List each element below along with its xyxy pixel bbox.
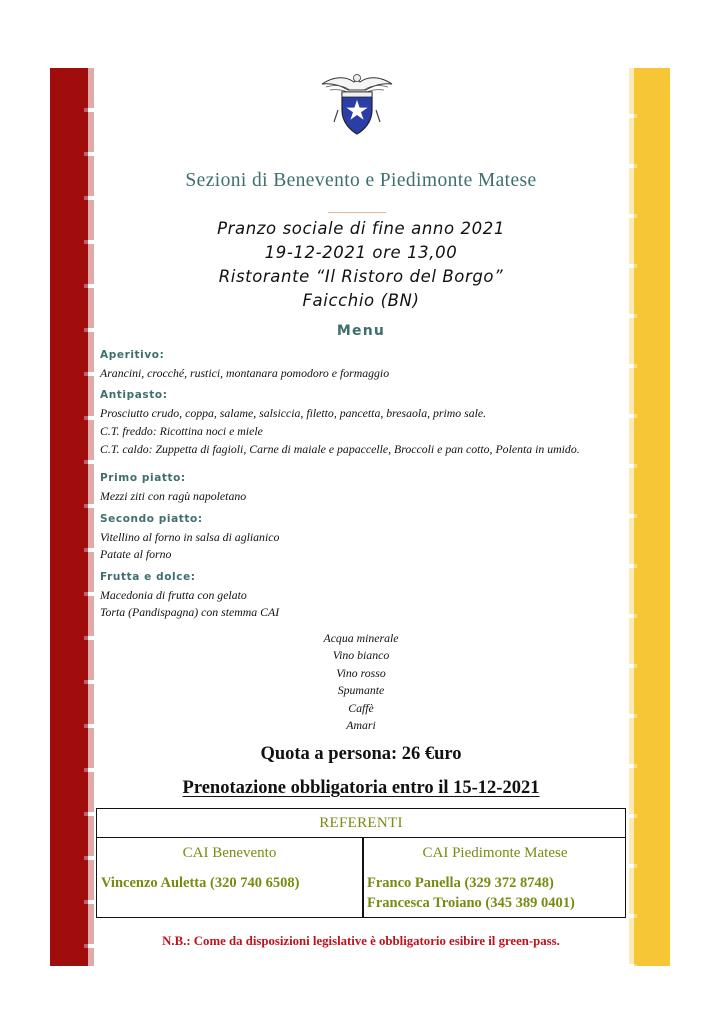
menu-title: Menu <box>336 323 386 339</box>
right-decorative-band <box>634 68 670 966</box>
drink-item: Vino rosso <box>336 666 386 680</box>
course-antipasto-label: Antipasto: <box>100 389 168 401</box>
drink-item: Caffè <box>348 701 374 715</box>
drink-item: Acqua minerale <box>323 631 399 645</box>
cai-benevento-title: CAI Benevento <box>182 845 277 861</box>
drink-item: Amari <box>346 718 376 732</box>
aperitivo-item: Arancini, crocché, rustici, montanara pomodoro e formaggio <box>100 366 390 380</box>
cai-eagle-shield-star-icon <box>320 70 394 138</box>
title-divider <box>328 212 386 213</box>
cai-piedimonte-title: CAI Piedimonte Matese <box>422 845 568 861</box>
booking-deadline <box>88 778 634 799</box>
referente-contact: Vincenzo Auletta (320 740 6508) <box>101 875 300 891</box>
secondo-item: Patate al forno <box>100 547 172 561</box>
event-location: Faicchio (BN) <box>302 291 420 310</box>
section-title: Sezioni di Benevento e Piedimonte Matese <box>185 170 537 191</box>
frutta-item: Macedonia di frutta con gelato <box>100 588 247 602</box>
left-decorative-band <box>50 68 88 966</box>
green-pass-note: N.B.: Come da disposizioni legislative è obbligatorio esibire il green-pass. <box>162 934 560 948</box>
event-restaurant: Ristorante “Il Ristoro del Borgo” <box>218 267 504 286</box>
frutta-item: Torta (Pandispagna) con stemma CAI <box>100 605 280 619</box>
price-per-person: Quota a persona: 26 €uro <box>260 744 462 764</box>
antipasto-item: Prosciutto crudo, coppa, salame, salsiccia, filetto, pancetta, bresaola, primo sale. <box>100 406 487 420</box>
referenti-table <box>96 808 626 918</box>
referente-contact: Franco Panella (329 372 8748) <box>367 875 554 891</box>
referenti-title: REFERENTI <box>97 809 625 838</box>
booking-deadline-text: Prenotazione obbligatoria entro il 15-12-2021 <box>182 778 540 798</box>
secondo-item: Vitellino al forno in salsa di aglianico <box>100 530 280 544</box>
primo-item: Mezzi ziti con ragù napoletano <box>100 489 247 503</box>
event-date-time: 19-12-2021 ore 13,00 <box>264 243 458 262</box>
antipasto-item: C.T. freddo: Ricottina noci e miele <box>100 424 263 438</box>
drink-item: Spumante <box>337 683 385 697</box>
course-secondo-label: Secondo piatto: <box>100 513 203 525</box>
course-primo-label: Primo piatto: <box>100 472 186 484</box>
drink-item: Vino bianco <box>332 648 390 662</box>
course-frutta-label: Frutta e dolce: <box>100 571 196 583</box>
antipasto-item: C.T. caldo: Zuppetta di fagioli, Carne di maiale e papaccelle, Broccoli e pan cotto, Polenta in umido. <box>100 442 580 456</box>
event-name: Pranzo sociale di fine anno 2021 <box>217 219 505 238</box>
referente-contact: Francesca Troiano (345 389 0401) <box>367 895 575 911</box>
course-aperitivo-label: Aperitivo: <box>100 349 165 361</box>
